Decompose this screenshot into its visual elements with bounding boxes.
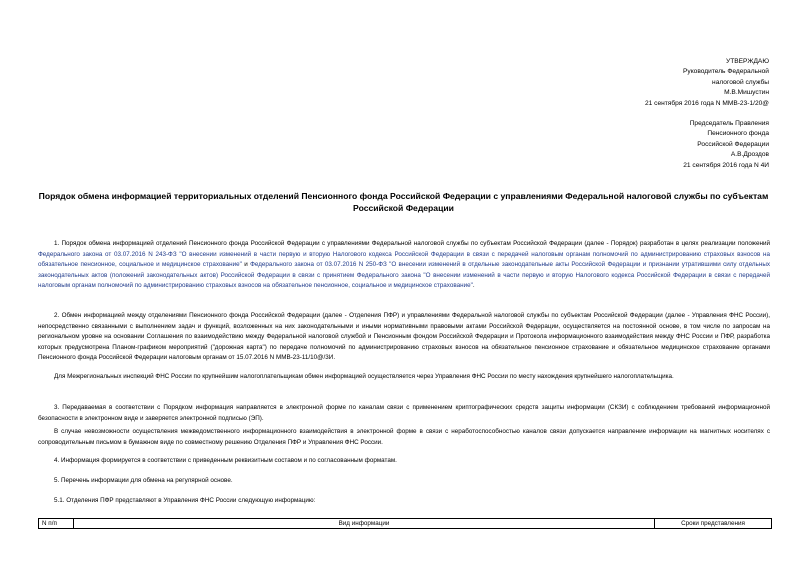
column-header-deadlines: Сроки представления [655, 519, 772, 529]
column-header-number: N п/п [39, 519, 74, 529]
approval-heading: УТВЕРЖДАЮ [726, 58, 769, 65]
paragraph-3: Для Межрегиональных инспекций ФНС России по крупнейшим налогоплательщикам обмен информацией осуществляется через Управления ФНС России по месту нахождения крупнейшего налогоплательщика. [54, 373, 674, 380]
law-link-243-fz[interactable]: Федерального закона от 03.07.2016 N 243-ФЗ "О внесении изменений в части первую и вторую Налогового кодекса Российской Федерации в связи с передачей налоговым органам полномочий по администрированию страховых взносов на обязательное пенсионное, социальное и медицинское страхование" [38, 250, 770, 269]
approval-block-fns [645, 57, 769, 109]
paragraph-text: и [241, 261, 251, 269]
paragraph-2: 2. Обмен информацией между отделениями Пенсионного фонда Российской Федерации (далее - Отделения ПФР) и управлениями Федеральной налоговой службы по субъектам Российской Федерации (далее - Управления ФНС России), непосредственно связанными с выполнением задач и функций, возложенных на них законодательными и иными нормативными правовыми актами Российской Федерации, осуществляется на постоянной основе, в том числе по запросам на региональном уровне на основании Соглашения по взаимодействию между Федеральной налоговой службой и Пенсионным фондом Российской Федерации и Протокола информационного взаимодействия между ФНС России и ПФР, разработка которых предусмотрена Планом-графиком мероприятий ("дорожная карта") по передаче полномочий по администрированию страховых взносов на обязательное пенсионное страхование и обязательное медицинское страхование органами Пенсионного фонда Российской Федерации налоговым органам от 15.07.2016 N ММВ-23-11/10@/3И. [38, 312, 770, 362]
approval-line: М.В.Мишустин [724, 89, 769, 97]
document-title: Порядок обмена информацией территориальных отделений Пенсионного фонда Российской Федерации с управлениями Федеральной налоговой службы по субъектам Российской Федерации [38, 191, 769, 214]
paragraph-1 [38, 239, 770, 292]
approval-line: Пенсионного фонда [707, 130, 769, 138]
paragraph-text: 1. Порядок обмена информацией отделений Пенсионного фонда Российской Федерации с управлениями Федеральной налоговой службы по субъектам Российской Федерации (далее - Порядок) разработан в целях реализации положений [54, 240, 770, 247]
paragraph-5: В случае невозможности осуществления межведомственного информационного взаимодействия в электронной форме в связи с неработоспособностью каналов связи допускается направление информации на магнитных носителях с сопроводительным письмом в бумажном виде по совместному решению Отделения ПФР и Управления ФНС России. [38, 428, 770, 446]
approval-line: налоговой службы [712, 78, 769, 86]
table-header-row [39, 519, 772, 529]
approval-line: А.В.Дроздов [730, 151, 769, 159]
approval-line: Руководитель Федеральной [683, 68, 769, 76]
approval-line: Российской Федерации [697, 140, 769, 148]
approval-line: Председатель Правления [689, 120, 769, 127]
column-header-info-type: Вид информации [74, 519, 655, 529]
paragraph-text: . [472, 282, 475, 290]
law-link-250-fz[interactable]: Федерального закона от 03.07.2016 N 250-ФЗ "О внесении изменений в отдельные законодательные акты Российской Федерации и признании утратившими силу отдельных законодательных актов (положений законодательных актов) Российской Федерации в связи с принятием Федерального закона "О внесении изменений в части первую и вторую Налогового кодекса Российской Федерации в связи с передачей налоговым органам полномочий по администрированию страховых взносов на обязательное пенсионное, социальное и медицинское страхование" [38, 261, 770, 290]
paragraph-8: 5.1. Отделения ПФР представляют в Управления ФНС России следующую информацию: [54, 497, 316, 504]
information-table [38, 518, 772, 529]
paragraph-6: 4. Информация формируется в соответствии с приведенным реквизитным составом и по согласованным форматам. [54, 457, 397, 464]
approval-line: 21 сентября 2016 года N ММВ-23-1/20@ [645, 99, 769, 107]
paragraph-4: 3. Передаваемая в соответствии с Порядком информация направляется в электронной форме по каналам связи с применением криптографических средств защиты информации (СКЗИ) с соблюдением требований информационной безопасности в электронном виде и заверяется электронной подписью (ЭП). [38, 404, 770, 422]
paragraph-7: 5. Перечень информации для обмена на регулярной основе. [54, 477, 233, 484]
approval-block-pfr [683, 119, 769, 171]
approval-line: 21 сентября 2016 года N 4И [683, 161, 769, 169]
